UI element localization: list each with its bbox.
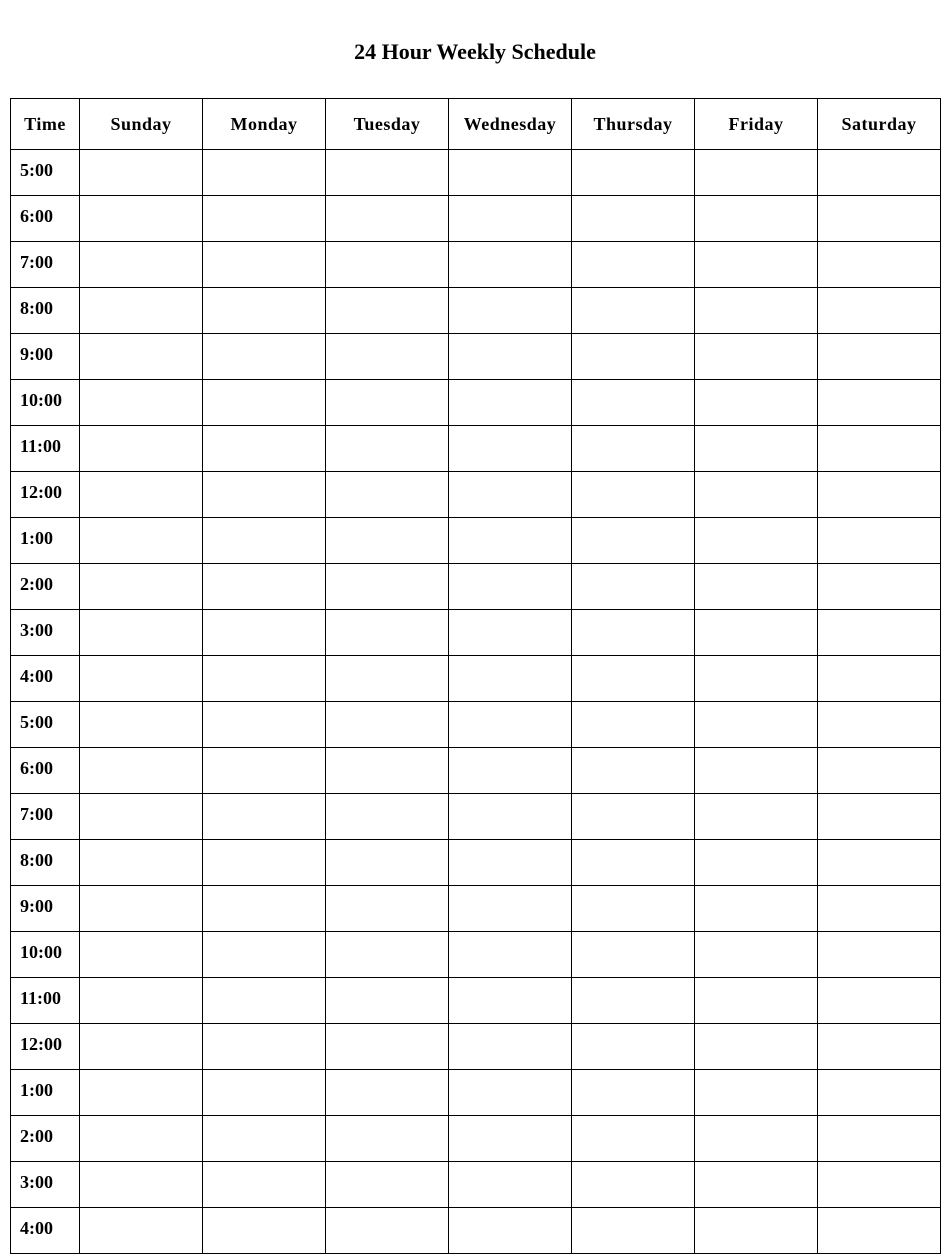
table-row: [11, 288, 941, 334]
time-label: 12:00: [11, 1024, 80, 1070]
day-header-thursday: Thursday: [572, 99, 695, 150]
table-row: [11, 1024, 941, 1070]
schedule-cell-friday[interactable]: [695, 380, 818, 426]
schedule-cell-monday[interactable]: [203, 1116, 326, 1162]
schedule-cell-monday[interactable]: [203, 656, 326, 702]
schedule-cell-monday[interactable]: [203, 840, 326, 886]
schedule-cell-sunday[interactable]: [80, 518, 203, 564]
schedule-cell-tuesday[interactable]: [326, 1208, 449, 1254]
schedule-cell-saturday[interactable]: [818, 610, 941, 656]
schedule-cell-wednesday[interactable]: [449, 564, 572, 610]
schedule-cell-friday[interactable]: [695, 150, 818, 196]
schedule-cell-monday[interactable]: [203, 932, 326, 978]
schedule-cell-friday[interactable]: [695, 1070, 818, 1116]
schedule-cell-friday[interactable]: [695, 334, 818, 380]
schedule-cell-sunday[interactable]: [80, 1208, 203, 1254]
time-label: 10:00: [11, 932, 80, 978]
schedule-cell-sunday[interactable]: [80, 196, 203, 242]
schedule-cell-saturday[interactable]: [818, 1208, 941, 1254]
schedule-cell-wednesday[interactable]: [449, 472, 572, 518]
schedule-cell-wednesday[interactable]: [449, 1162, 572, 1208]
schedule-cell-friday[interactable]: [695, 1208, 818, 1254]
schedule-cell-sunday[interactable]: [80, 748, 203, 794]
schedule-cell-thursday[interactable]: [572, 1024, 695, 1070]
schedule-cell-tuesday[interactable]: [326, 656, 449, 702]
schedule-cell-saturday[interactable]: [818, 794, 941, 840]
schedule-cell-thursday[interactable]: [572, 932, 695, 978]
table-row: [11, 932, 941, 978]
schedule-cell-tuesday[interactable]: [326, 150, 449, 196]
schedule-cell-friday[interactable]: [695, 610, 818, 656]
schedule-cell-thursday[interactable]: [572, 242, 695, 288]
schedule-cell-tuesday[interactable]: [326, 748, 449, 794]
schedule-cell-wednesday[interactable]: [449, 380, 572, 426]
schedule-cell-friday[interactable]: [695, 242, 818, 288]
schedule-cell-tuesday[interactable]: [326, 334, 449, 380]
schedule-cell-thursday[interactable]: [572, 518, 695, 564]
schedule-cell-friday[interactable]: [695, 288, 818, 334]
time-label: 3:00: [11, 1162, 80, 1208]
day-header-sunday: Sunday: [80, 99, 203, 150]
schedule-cell-tuesday[interactable]: [326, 702, 449, 748]
schedule-cell-monday[interactable]: [203, 564, 326, 610]
schedule-table: [10, 98, 941, 1254]
table-row: [11, 380, 941, 426]
schedule-cell-thursday[interactable]: [572, 1116, 695, 1162]
day-header-saturday: Saturday: [818, 99, 941, 150]
schedule-cell-saturday[interactable]: [818, 426, 941, 472]
schedule-cell-monday[interactable]: [203, 380, 326, 426]
time-label: 9:00: [11, 886, 80, 932]
schedule-cell-tuesday[interactable]: [326, 196, 449, 242]
schedule-cell-tuesday[interactable]: [326, 564, 449, 610]
table-row: [11, 1116, 941, 1162]
schedule-cell-monday[interactable]: [203, 610, 326, 656]
schedule-cell-monday[interactable]: [203, 518, 326, 564]
schedule-cell-sunday[interactable]: [80, 794, 203, 840]
schedule-cell-saturday[interactable]: [818, 1162, 941, 1208]
schedule-cell-sunday[interactable]: [80, 1162, 203, 1208]
table-row: [11, 656, 941, 702]
table-row: [11, 794, 941, 840]
schedule-cell-sunday[interactable]: [80, 702, 203, 748]
time-label: 9:00: [11, 334, 80, 380]
time-label: 11:00: [11, 426, 80, 472]
schedule-cell-wednesday[interactable]: [449, 196, 572, 242]
table-row: [11, 610, 941, 656]
schedule-cell-wednesday[interactable]: [449, 1024, 572, 1070]
table-row: [11, 196, 941, 242]
table-row: [11, 472, 941, 518]
table-row: [11, 702, 941, 748]
schedule-cell-saturday[interactable]: [818, 196, 941, 242]
schedule-cell-thursday[interactable]: [572, 1162, 695, 1208]
schedule-cell-wednesday[interactable]: [449, 1070, 572, 1116]
schedule-cell-monday[interactable]: [203, 1024, 326, 1070]
schedule-cell-tuesday[interactable]: [326, 610, 449, 656]
schedule-cell-saturday[interactable]: [818, 242, 941, 288]
schedule-cell-saturday[interactable]: [818, 886, 941, 932]
table-row: [11, 426, 941, 472]
time-label: 3:00: [11, 610, 80, 656]
schedule-cell-saturday[interactable]: [818, 978, 941, 1024]
time-label: 12:00: [11, 472, 80, 518]
schedule-cell-monday[interactable]: [203, 794, 326, 840]
page-title: 24 Hour Weekly Schedule: [354, 39, 596, 64]
table-row: [11, 748, 941, 794]
schedule-cell-saturday[interactable]: [818, 334, 941, 380]
schedule-cell-thursday[interactable]: [572, 1208, 695, 1254]
schedule-cell-tuesday[interactable]: [326, 242, 449, 288]
schedule-cell-thursday[interactable]: [572, 334, 695, 380]
schedule-cell-monday[interactable]: [203, 1070, 326, 1116]
schedule-cell-monday[interactable]: [203, 748, 326, 794]
table-row: [11, 1070, 941, 1116]
table-row: [11, 840, 941, 886]
schedule-cell-sunday[interactable]: [80, 1116, 203, 1162]
schedule-cell-saturday[interactable]: [818, 1024, 941, 1070]
schedule-cell-sunday[interactable]: [80, 334, 203, 380]
time-label: 1:00: [11, 518, 80, 564]
schedule-body: [11, 150, 941, 1254]
schedule-cell-sunday[interactable]: [80, 1070, 203, 1116]
schedule-cell-friday[interactable]: [695, 748, 818, 794]
schedule-cell-saturday[interactable]: [818, 702, 941, 748]
time-label: 8:00: [11, 288, 80, 334]
schedule-cell-wednesday[interactable]: [449, 1208, 572, 1254]
schedule-cell-tuesday[interactable]: [326, 794, 449, 840]
schedule-cell-sunday[interactable]: [80, 932, 203, 978]
schedule-cell-sunday[interactable]: [80, 656, 203, 702]
schedule-cell-tuesday[interactable]: [326, 1162, 449, 1208]
time-label: 8:00: [11, 840, 80, 886]
schedule-cell-thursday[interactable]: [572, 472, 695, 518]
schedule-cell-wednesday[interactable]: [449, 150, 572, 196]
table-row: [11, 242, 941, 288]
schedule-cell-thursday[interactable]: [572, 702, 695, 748]
schedule-cell-thursday[interactable]: [572, 794, 695, 840]
time-label: 2:00: [11, 1116, 80, 1162]
schedule-cell-friday[interactable]: [695, 1116, 818, 1162]
schedule-cell-wednesday[interactable]: [449, 656, 572, 702]
schedule-cell-tuesday[interactable]: [326, 1116, 449, 1162]
table-row: [11, 1162, 941, 1208]
schedule-cell-tuesday[interactable]: [326, 978, 449, 1024]
schedule-cell-wednesday[interactable]: [449, 242, 572, 288]
schedule-cell-sunday[interactable]: [80, 1024, 203, 1070]
schedule-cell-saturday[interactable]: [818, 564, 941, 610]
time-label: 7:00: [11, 242, 80, 288]
schedule-cell-friday[interactable]: [695, 978, 818, 1024]
schedule-cell-wednesday[interactable]: [449, 610, 572, 656]
schedule-cell-thursday[interactable]: [572, 840, 695, 886]
schedule-cell-monday[interactable]: [203, 150, 326, 196]
schedule-cell-monday[interactable]: [203, 334, 326, 380]
time-label: 5:00: [11, 150, 80, 196]
schedule-cell-saturday[interactable]: [818, 518, 941, 564]
schedule-cell-tuesday[interactable]: [326, 932, 449, 978]
day-header-tuesday: Tuesday: [326, 99, 449, 150]
time-label: 7:00: [11, 794, 80, 840]
schedule-cell-sunday[interactable]: [80, 978, 203, 1024]
schedule-cell-friday[interactable]: [695, 564, 818, 610]
schedule-cell-friday[interactable]: [695, 932, 818, 978]
schedule-cell-sunday[interactable]: [80, 426, 203, 472]
schedule-cell-thursday[interactable]: [572, 748, 695, 794]
schedule-cell-saturday[interactable]: [818, 1116, 941, 1162]
schedule-cell-thursday[interactable]: [572, 610, 695, 656]
day-header-monday: Monday: [203, 99, 326, 150]
schedule-cell-thursday[interactable]: [572, 1070, 695, 1116]
time-label: 4:00: [11, 1208, 80, 1254]
schedule-cell-tuesday[interactable]: [326, 518, 449, 564]
schedule-cell-saturday[interactable]: [818, 656, 941, 702]
schedule-cell-wednesday[interactable]: [449, 886, 572, 932]
schedule-cell-monday[interactable]: [203, 1162, 326, 1208]
table-row: [11, 1208, 941, 1254]
schedule-cell-sunday[interactable]: [80, 288, 203, 334]
schedule-cell-wednesday[interactable]: [449, 748, 572, 794]
time-label: 10:00: [11, 380, 80, 426]
schedule-cell-sunday[interactable]: [80, 380, 203, 426]
header-row: [11, 99, 941, 150]
schedule-cell-thursday[interactable]: [572, 150, 695, 196]
schedule-cell-sunday[interactable]: [80, 472, 203, 518]
table-row: [11, 518, 941, 564]
schedule-cell-friday[interactable]: [695, 794, 818, 840]
schedule-cell-sunday[interactable]: [80, 242, 203, 288]
schedule-cell-saturday[interactable]: [818, 472, 941, 518]
schedule-cell-wednesday[interactable]: [449, 794, 572, 840]
table-row: [11, 564, 941, 610]
schedule-cell-friday[interactable]: [695, 1162, 818, 1208]
schedule-cell-friday[interactable]: [695, 196, 818, 242]
schedule-cell-saturday[interactable]: [818, 932, 941, 978]
schedule-cell-thursday[interactable]: [572, 288, 695, 334]
schedule-cell-monday[interactable]: [203, 426, 326, 472]
schedule-cell-wednesday[interactable]: [449, 426, 572, 472]
schedule-cell-thursday[interactable]: [572, 380, 695, 426]
table-row: [11, 150, 941, 196]
time-label: 6:00: [11, 748, 80, 794]
schedule-cell-saturday[interactable]: [818, 1070, 941, 1116]
time-header: Time: [11, 99, 80, 150]
schedule-cell-wednesday[interactable]: [449, 334, 572, 380]
schedule-cell-monday[interactable]: [203, 472, 326, 518]
table-row: [11, 886, 941, 932]
schedule-cell-saturday[interactable]: [818, 748, 941, 794]
schedule-cell-monday[interactable]: [203, 196, 326, 242]
schedule-cell-wednesday[interactable]: [449, 932, 572, 978]
schedule-cell-thursday[interactable]: [572, 196, 695, 242]
schedule-cell-tuesday[interactable]: [326, 1024, 449, 1070]
schedule-cell-wednesday[interactable]: [449, 1116, 572, 1162]
schedule-cell-wednesday[interactable]: [449, 702, 572, 748]
schedule-cell-sunday[interactable]: [80, 150, 203, 196]
schedule-cell-saturday[interactable]: [818, 288, 941, 334]
schedule-cell-sunday[interactable]: [80, 564, 203, 610]
schedule-cell-friday[interactable]: [695, 840, 818, 886]
schedule-cell-monday[interactable]: [203, 242, 326, 288]
schedule-cell-friday[interactable]: [695, 472, 818, 518]
schedule-cell-tuesday[interactable]: [326, 288, 449, 334]
schedule-cell-thursday[interactable]: [572, 978, 695, 1024]
schedule-cell-friday[interactable]: [695, 702, 818, 748]
schedule-cell-friday[interactable]: [695, 656, 818, 702]
schedule-cell-monday[interactable]: [203, 702, 326, 748]
schedule-cell-wednesday[interactable]: [449, 288, 572, 334]
schedule-cell-wednesday[interactable]: [449, 518, 572, 564]
table-row: [11, 334, 941, 380]
schedule-cell-friday[interactable]: [695, 1024, 818, 1070]
time-label: 6:00: [11, 196, 80, 242]
schedule-cell-sunday[interactable]: [80, 840, 203, 886]
day-header-friday: Friday: [695, 99, 818, 150]
schedule-cell-sunday[interactable]: [80, 610, 203, 656]
schedule-cell-friday[interactable]: [695, 886, 818, 932]
day-header-wednesday: Wednesday: [449, 99, 572, 150]
schedule-cell-friday[interactable]: [695, 518, 818, 564]
schedule-cell-saturday[interactable]: [818, 840, 941, 886]
schedule-cell-tuesday[interactable]: [326, 426, 449, 472]
table-row: [11, 978, 941, 1024]
time-label: 5:00: [11, 702, 80, 748]
schedule-cell-thursday[interactable]: [572, 426, 695, 472]
time-label: 4:00: [11, 656, 80, 702]
schedule-cell-tuesday[interactable]: [326, 472, 449, 518]
schedule-cell-monday[interactable]: [203, 1208, 326, 1254]
schedule-cell-tuesday[interactable]: [326, 886, 449, 932]
schedule-cell-monday[interactable]: [203, 886, 326, 932]
schedule-cell-monday[interactable]: [203, 978, 326, 1024]
schedule-cell-thursday[interactable]: [572, 886, 695, 932]
schedule-cell-sunday[interactable]: [80, 886, 203, 932]
schedule-cell-tuesday[interactable]: [326, 380, 449, 426]
time-label: 11:00: [11, 978, 80, 1024]
schedule-cell-tuesday[interactable]: [326, 1070, 449, 1116]
schedule-cell-wednesday[interactable]: [449, 840, 572, 886]
schedule-cell-thursday[interactable]: [572, 656, 695, 702]
schedule-cell-tuesday[interactable]: [326, 840, 449, 886]
schedule-cell-saturday[interactable]: [818, 380, 941, 426]
schedule-cell-thursday[interactable]: [572, 564, 695, 610]
time-label: 2:00: [11, 564, 80, 610]
schedule-cell-monday[interactable]: [203, 288, 326, 334]
schedule-cell-wednesday[interactable]: [449, 978, 572, 1024]
time-label: 1:00: [11, 1070, 80, 1116]
schedule-cell-saturday[interactable]: [818, 150, 941, 196]
schedule-cell-friday[interactable]: [695, 426, 818, 472]
